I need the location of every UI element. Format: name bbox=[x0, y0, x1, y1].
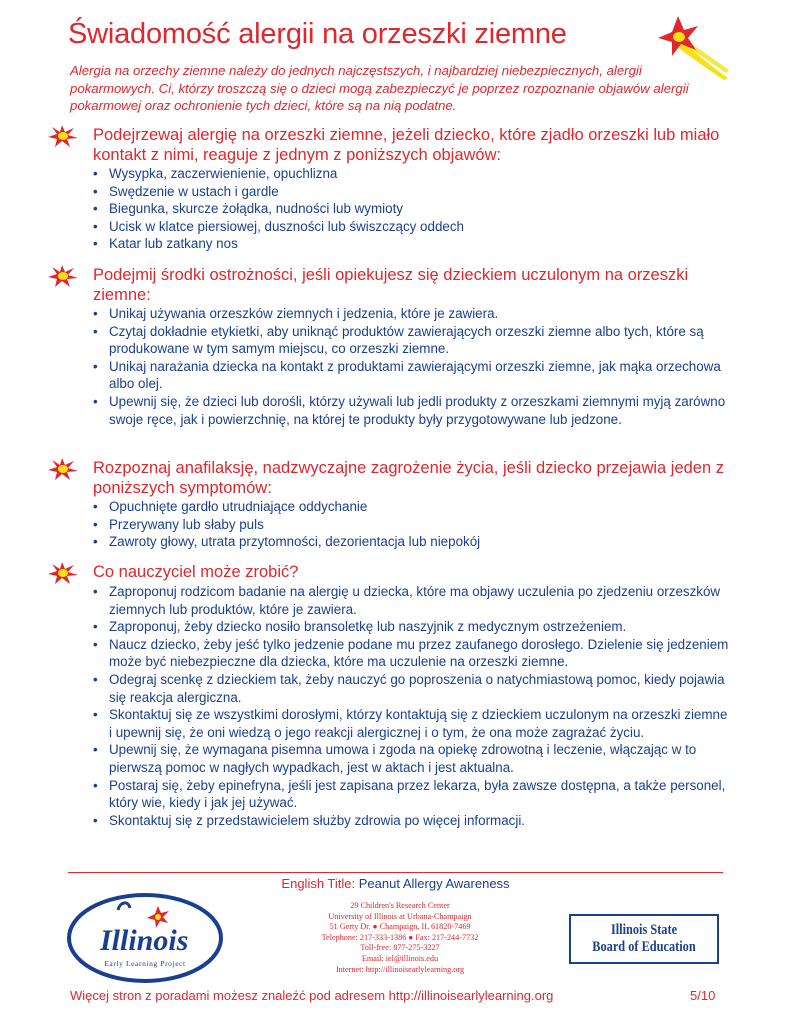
list-item: • Zaproponuj, żeby dziecko nosiło bransoletkę lub naszyjnik z medycznym ostrzeżeniem. bbox=[92, 618, 732, 636]
star-bullet-icon bbox=[48, 125, 78, 147]
contact-line: 29 Children's Research Center bbox=[350, 901, 450, 910]
section-heading: Podejrzewaj alergię na orzeszki ziemne, jeżeli dziecko, które zjadło orzeszki lub miało kontakt z nimi, reaguje z jednym z poniższych objawów: bbox=[93, 126, 720, 164]
contact-info bbox=[300, 901, 500, 975]
isbe-logo bbox=[569, 914, 719, 964]
contact-line: 51 Gerty Dr. ● Champaign, IL 61820-7469 bbox=[329, 922, 471, 932]
list-item: • Unikaj używania orzeszków ziemnych i jedzenia, które je zawiera. bbox=[92, 305, 732, 323]
list-item: • Czytaj dokładnie etykietki, aby uniknąć produktów zawierających orzeszki ziemne albo tych, które są produkowane w tym samym miejscu, co orzeszki ziemne. bbox=[92, 323, 732, 358]
isbe-line: Illinois State bbox=[610, 922, 678, 938]
star-bullet-icon bbox=[48, 265, 78, 287]
logo-wordmark: Illinois bbox=[100, 924, 189, 957]
list-item: • Swędzenie w ustach i gardle bbox=[92, 183, 732, 201]
list-item: • Wysypka, zaczerwienienie, opuchlizna bbox=[92, 165, 732, 183]
list-item: • Opuchnięte gardło utrudniające oddychanie bbox=[92, 498, 732, 516]
list-item: • Biegunka, skurcze żołądka, nudności lub wymioty bbox=[92, 200, 732, 218]
contact-line: Telephone: 217-333-1386 ● Fax: 217-244-7732 bbox=[321, 932, 479, 942]
intro-paragraph: Alergia na orzechy ziemne należy do jednych najczęstszych, i najbardziej niebezpiecznych, alergii pokarmowych. Ci, którzy troszczą się o dzieci mogą zabezpieczyć je poprzez rozpoznanie objawów alergii pokarmowej oraz ochronienie tych dzieci, które są na nią podatne. bbox=[70, 63, 689, 113]
star-bullet-icon bbox=[48, 562, 78, 584]
list-item: • Skontaktuj się z przedstawicielem służby zdrowia po więcej informacji. bbox=[92, 812, 732, 830]
list-item: • Naucz dziecko, żeby jeść tylko jedzenie podane mu przez zaufanego dorosłego. Dzielenie się jedzeniem może być niebezpieczne dla dziecka, które ma uczulenie na orzeszki ziemne. bbox=[92, 636, 732, 671]
star-bullet-icon bbox=[48, 458, 78, 480]
english-title bbox=[0, 876, 791, 891]
list-item: • Zawroty głowy, utrata przytomności, dezorientacja lub niepokój bbox=[92, 533, 732, 551]
section-heading: Rozpoznaj anafilaksję, nadzwyczajne zagrożenie życia, jeśli dziecko przejawia jeden z poniższych symptomów: bbox=[93, 459, 724, 497]
divider bbox=[68, 872, 723, 873]
section-heading: Co nauczyciel może zrobić? bbox=[93, 563, 299, 581]
contact-line: Toll-free: 877-275-3227 bbox=[360, 943, 440, 953]
contact-line: University of Illinois at Urbana-Champaign bbox=[328, 911, 472, 921]
anaphylaxis-list bbox=[92, 498, 732, 551]
page-title: Świadomość alergii na orzeszki ziemne bbox=[68, 18, 567, 50]
footer-link-text[interactable]: Więcej stron z poradami możesz znaleźć pod adresem http://illinoisearlylearning.org bbox=[70, 988, 554, 1003]
list-item: • Odegraj scenkę z dzieckiem tak, żeby nauczyć go poproszenia o natychmiastową pomoc, kiedy pojawia się reakcja alergiczna. bbox=[92, 671, 732, 706]
contact-email[interactable]: Email: iel@illinois.edu bbox=[361, 953, 439, 963]
english-title-label: English Title: bbox=[281, 876, 356, 891]
section-heading: Podejmij środki ostrożności, jeśli opiekujesz się dzieckiem uczulonym na orzeszki ziemne: bbox=[93, 266, 689, 304]
list-item: • Upewnij się, że wymagana pisemna umowa i zgoda na opiekę zdrowotną i leczenie, włączając w to pierwszą pomoc w nagłych wypadkach, jest w aktach i jest aktualna. bbox=[92, 741, 732, 776]
isbe-line: Board of Education bbox=[592, 939, 696, 955]
list-item: • Ucisk w klatce piersiowej, duszności lub świszczący oddech bbox=[92, 218, 732, 236]
symptom-list bbox=[92, 165, 732, 253]
list-item: • Przerywany lub słaby puls bbox=[92, 516, 732, 534]
list-item: • Katar lub zatkany nos bbox=[92, 235, 732, 253]
contact-website[interactable]: Internet: http://illinoisearlylearning.org bbox=[335, 964, 465, 974]
list-item: • Skontaktuj się ze wszystkimi dorosłymi, którzy kontaktują się z dzieckiem uczulonym na orzeszki ziemne i upewnij się, że oni wiedzą o jego reakcji alergicznej i o tym, że ona może zagrażać życiu. bbox=[92, 706, 732, 741]
list-item: • Postaraj się, żeby epinefryna, jeśli jest zapisana przez lekarza, była zawsze dostępna, a także personel, który wie, kiedy i jak jej używać. bbox=[92, 777, 732, 812]
teacher-actions-list bbox=[92, 583, 732, 829]
list-item: • Upewnij się, że dzieci lub dorośli, którzy używali lub jedli produkty z orzeszkami ziemnymi myją zarówno swoje ręce, jak i powierzchnię, na której te produkty były przygotowywane lub jedzone. bbox=[92, 393, 732, 428]
page-number: 5/10 bbox=[690, 988, 716, 1003]
illinois-early-learning-logo bbox=[66, 892, 224, 984]
precautions-list bbox=[92, 305, 732, 428]
english-title-value: Peanut Allergy Awareness bbox=[358, 876, 510, 891]
list-item: • Unikaj narażania dziecka na kontakt z produktami zawierającymi orzeszki ziemne, jak mąka orzechowa albo olej. bbox=[92, 358, 732, 393]
list-item: • Zaproponuj rodzicom badanie na alergię u dziecka, które ma objawy uczulenia po zjedzeniu orzeszków ziemnych lub produktów, które je zawiera. bbox=[92, 583, 732, 618]
logo-subtitle: Early Learning Project bbox=[104, 959, 186, 968]
